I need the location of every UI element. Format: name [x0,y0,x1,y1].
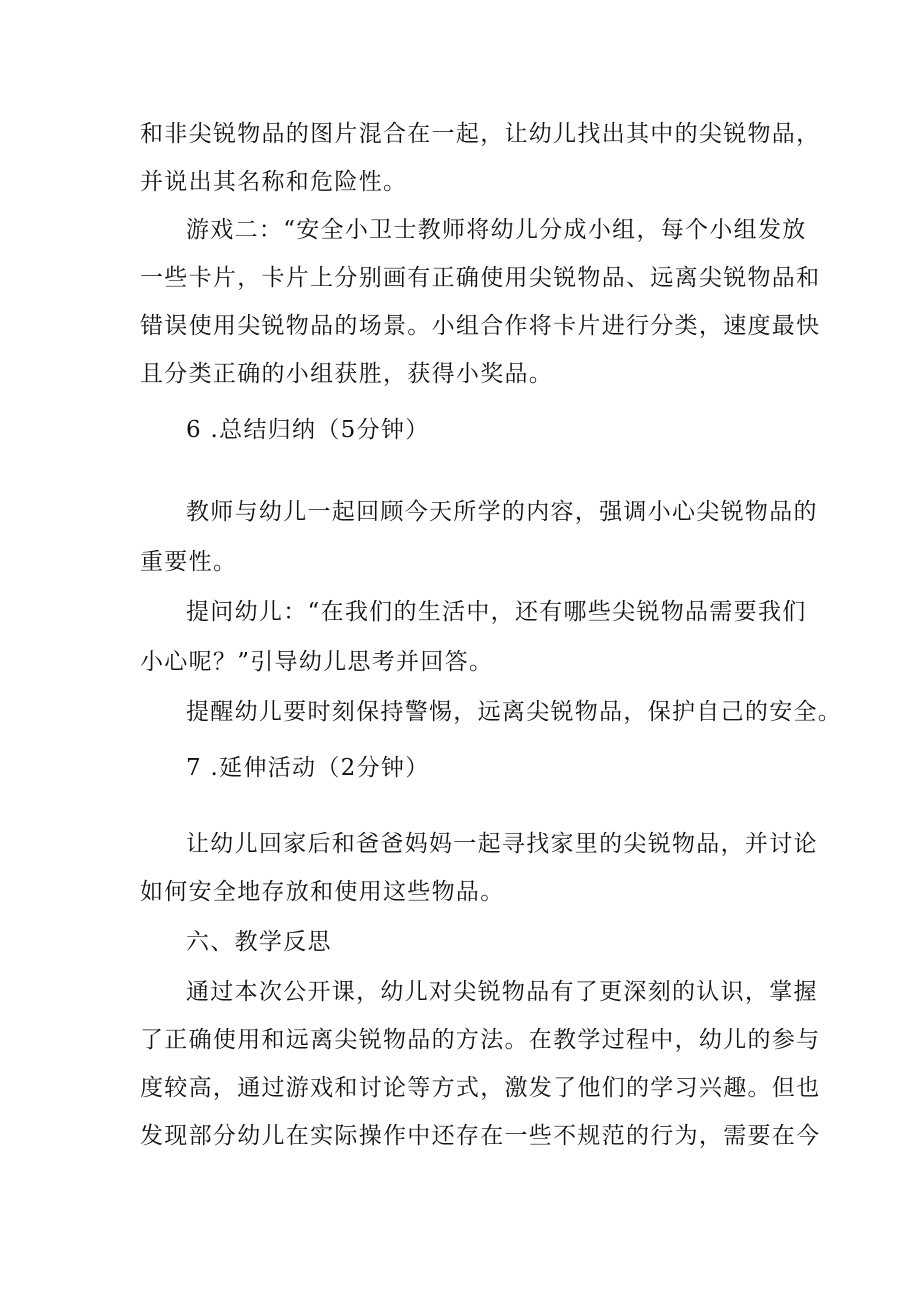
paragraph-line: 教师与幼儿一起回顾今天所学的内容，强调小心尖锐物品的 [186,499,818,525]
paragraph-line: 提问幼儿：“在我们的生活中，还有哪些尖锐物品需要我们 [186,599,807,625]
paragraph-line: 让幼儿回家后和爸爸妈妈一起寻找家里的尖锐物品，并讨论 [186,831,818,857]
paragraph-line: 度较高，通过游戏和讨论等方式，激发了他们的学习兴趣。但也 [140,1075,821,1101]
paragraph-line: 重要性。 [140,549,238,575]
paragraph-line: 了正确使用和远离尖锐物品的方法。在教学过程中，幼儿的参与 [140,1027,821,1053]
paragraph-line: 且分类正确的小组获胜，获得小奖品。 [140,361,554,387]
paragraph-line: 通过本次公开课，幼儿对尖锐物品有了更深刻的认识，掌握 [186,979,818,1005]
paragraph-line: 如何安全地存放和使用这些物品。 [140,879,505,905]
paragraph-line: 提醒幼儿要时刻保持警惕，远离尖锐物品，保护自己的安全。 [186,699,843,725]
paragraph-line: 错误使用尖锐物品的场景。小组合作将卡片进行分类，速度最快 [140,313,821,339]
paragraph-line: 一些卡片，卡片上分别画有正确使用尖锐物品、远离尖锐物品和 [140,265,821,291]
section-heading: 6 .总结归纳（5分钟） [186,417,430,443]
paragraph-line: 小心呢？”引导幼儿思考并回答。 [140,649,494,675]
paragraph-line: 游戏二：“安全小卫士教师将幼儿分成小组，每个小组发放 [186,217,807,243]
section-heading: 六、教学反思 [186,929,332,955]
paragraph-line: 发现部分幼儿在实际操作中还存在一些不规范的行为，需要在今 [140,1123,821,1149]
paragraph-line: 并说出其名称和危险性。 [140,169,408,195]
section-heading: 7 .延伸活动（2分钟） [186,755,430,781]
paragraph-line: 和非尖锐物品的图片混合在一起，让幼儿找出其中的尖锐物品， [140,121,821,147]
